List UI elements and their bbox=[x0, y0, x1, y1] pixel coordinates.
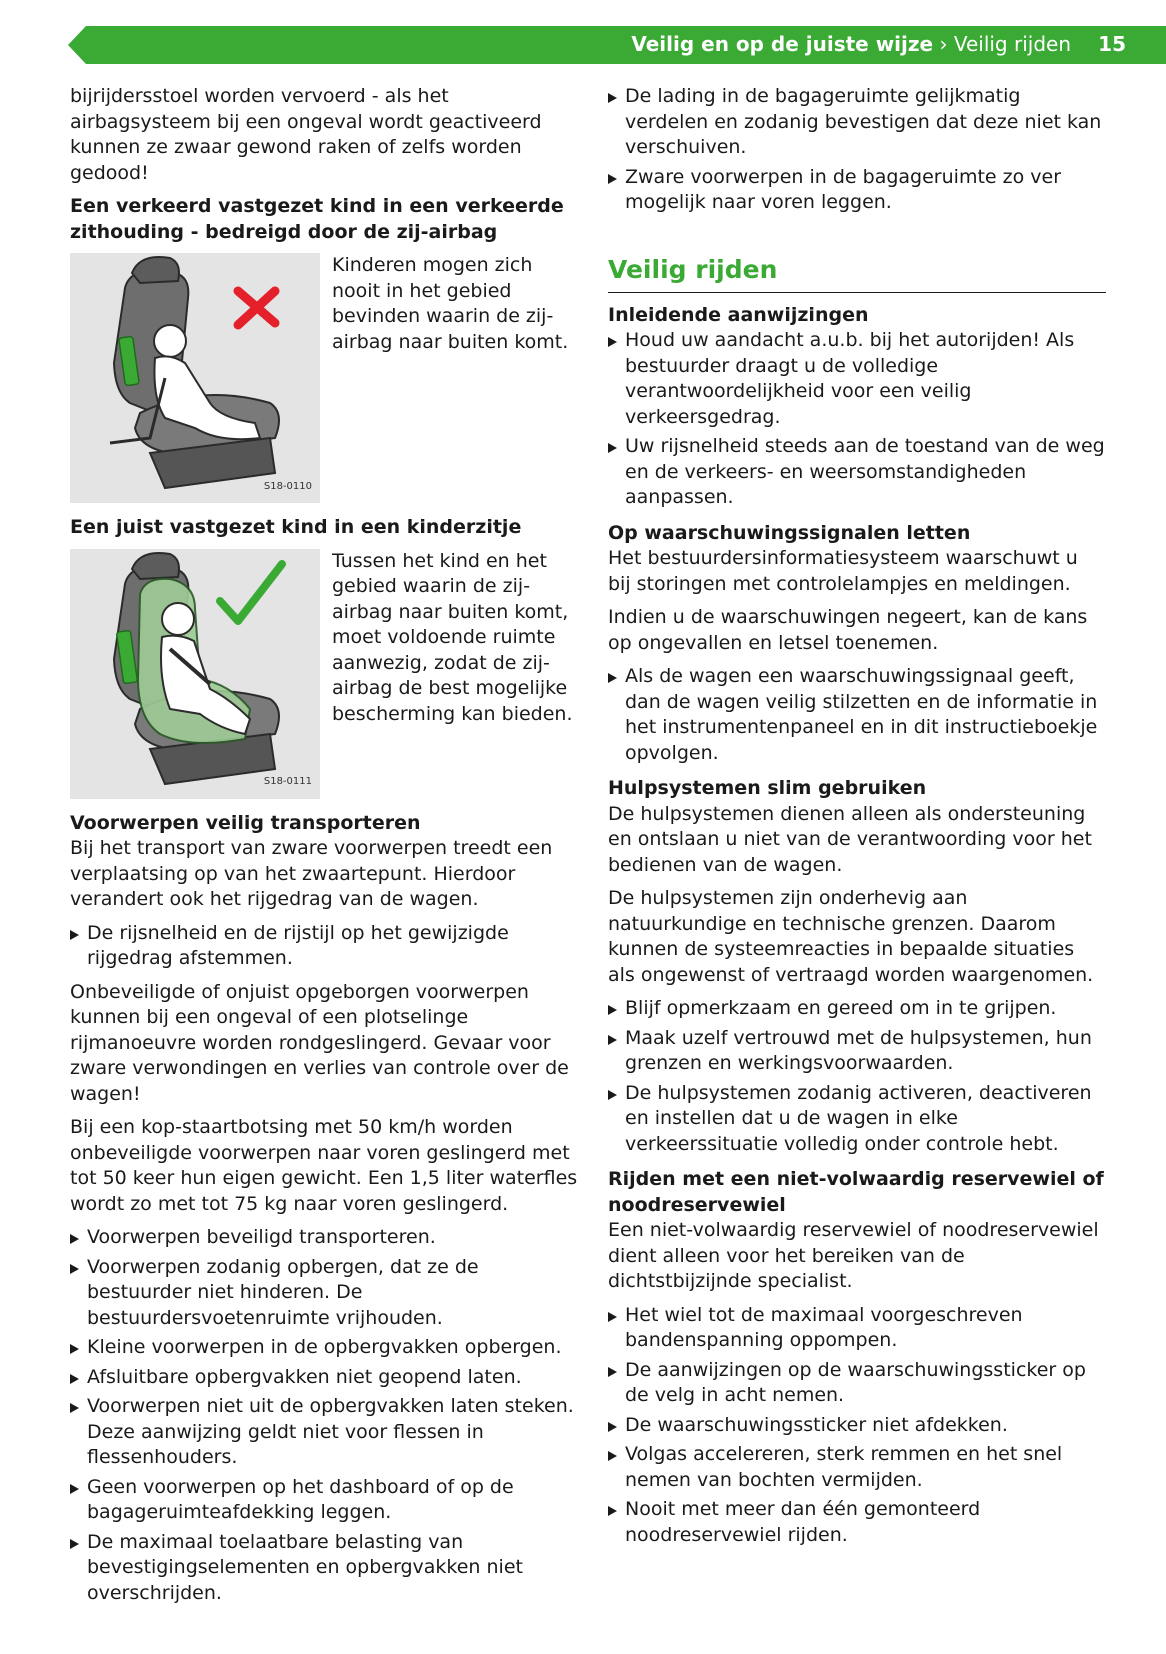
wrong-mark-icon bbox=[238, 291, 275, 325]
figure1 bbox=[70, 253, 578, 503]
figure1-caption: Kinderen mogen zich nooit in het gebied bevinden waarin de zij-airbag naar buiten komt. bbox=[332, 254, 569, 353]
bullet-triangle-icon bbox=[608, 1312, 617, 1322]
figure1-image bbox=[70, 253, 320, 503]
intro-notes-heading: Inleidende aanwijzingen bbox=[608, 303, 869, 326]
list-item: Voorwerpen beveiligd transporteren. bbox=[70, 1225, 578, 1251]
intro-paragraph: bijrijdersstoel worden vervoerd - als het airbagsysteem bij een ongeval wordt geactiveerd kunnen ze zwaar gewond raken of zelfs worden gedood! bbox=[70, 85, 542, 184]
breadcrumb-separator: › bbox=[939, 32, 948, 56]
list-item: De waarschuwingssticker niet afdekken. bbox=[608, 1413, 1106, 1439]
spare-wheel-heading: Rijden met een niet-volwaardig reservewiel of noodreservewiel bbox=[608, 1168, 1104, 1216]
list-item: Geen voorwerpen op het dashboard of op de bagageruimteafdekking leggen. bbox=[70, 1475, 578, 1526]
transport-paragraph-3: Bij een kop-staartbotsing met 50 km/h worden onbeveiligde voorwerpen naar voren geslingerd met tot 50 keer hun eigen gewicht. Een 1,5 liter waterfles wordt zo met tot 75 kg naar voren geslingerd. bbox=[70, 1116, 578, 1215]
bullet-triangle-icon bbox=[70, 1374, 79, 1384]
warnings-paragraph-2: Indien u de waarschuwingen negeert, kan de kans op ongevallen en letsel toenemen. bbox=[608, 606, 1088, 654]
figure2-heading: Een juist vastgezet kind in een kinderzitje bbox=[70, 516, 522, 538]
list-item: Kleine voorwerpen in de opbergvakken opbergen. bbox=[70, 1335, 578, 1361]
list-item: Houd uw aandacht a.u.b. bij het autorijden! Als bestuurder draagt u de volledige verantwoordelijkheid voor een veilig verkeersgedrag. bbox=[608, 328, 1106, 430]
transport-paragraph-2: Onbeveiligde of onjuist opgeborgen voorwerpen kunnen bij een ongeval of een plotselinge rijmanoeuvre worden rondgeslingerd. Gevaar voor zware verwondingen en verlies van controle over de wagen! bbox=[70, 980, 569, 1105]
bullet-triangle-icon bbox=[608, 1422, 617, 1432]
bullet-triangle-icon bbox=[70, 1264, 79, 1274]
warnings-list bbox=[608, 664, 1106, 766]
list-item: Voorwerpen zodanig opbergen, dat ze de bestuurder niet hinderen. De bestuurdersvoetenruimte vrijhouden. bbox=[70, 1255, 578, 1332]
bullet-triangle-icon bbox=[608, 1035, 617, 1045]
list-item: Blijf opmerkzaam en gereed om in te grijpen. bbox=[608, 996, 1106, 1022]
assist-paragraph-1: De hulpsystemen dienen alleen als ondersteuning en ontslaan u niet van de verantwoording voor het bedienen van de wagen. bbox=[608, 802, 1092, 876]
figure1-code: S18-0110 bbox=[263, 480, 312, 492]
chapter-header-bar bbox=[68, 26, 1166, 64]
figure2 bbox=[70, 549, 578, 799]
list-item: Nooit met meer dan één gemonteerd noodreservewiel rijden. bbox=[608, 1497, 1106, 1548]
list-item: Afsluitbare opbergvakken niet geopend laten. bbox=[70, 1365, 578, 1391]
assist-heading: Hulpsystemen slim gebruiken bbox=[608, 777, 927, 799]
list-item: Volgas accelereren, sterk remmen en het snel nemen van bochten vermijden. bbox=[608, 1442, 1106, 1493]
transport-list-1 bbox=[70, 921, 578, 972]
bullet-triangle-icon bbox=[608, 1090, 617, 1100]
cargo-list bbox=[608, 84, 1106, 216]
bullet-triangle-icon bbox=[608, 93, 617, 103]
breadcrumb-chapter: Veilig en op de juiste wijze bbox=[631, 32, 934, 56]
warnings-paragraph-1: Het bestuurdersinformatiesysteem waarschuwt u bij storingen met controlelampjes en meldingen. bbox=[608, 547, 1078, 595]
bullet-triangle-icon bbox=[608, 174, 617, 184]
bullet-triangle-icon bbox=[70, 1344, 79, 1354]
bullet-triangle-icon bbox=[70, 1484, 79, 1494]
list-item: Uw rijsnelheid steeds aan de toestand van de weg en de verkeers- en weersomstandigheden aanpassen. bbox=[608, 434, 1106, 511]
breadcrumb bbox=[631, 32, 1071, 56]
spare-wheel-paragraph: Een niet-volwaardig reservewiel of noodreservewiel dient alleen voor het bereiken van de dichtstbijzijnde specialist. bbox=[608, 1219, 1099, 1292]
spare-wheel-list bbox=[608, 1303, 1106, 1549]
intro-notes-list bbox=[608, 328, 1106, 511]
list-item: Het wiel tot de maximaal voorgeschreven bandenspanning oppompen. bbox=[608, 1303, 1106, 1354]
transport-paragraph-1: Bij het transport van zware voorwerpen treedt een verplaatsing op van het zwaartepunt. Hierdoor verandert ook het rijgedrag van de wagen. bbox=[70, 837, 553, 910]
list-item: Zware voorwerpen in de bagageruimte zo ver mogelijk naar voren leggen. bbox=[608, 165, 1106, 216]
figure2-image bbox=[70, 549, 320, 799]
right-column bbox=[608, 84, 1106, 1556]
seat-correct-illustration bbox=[70, 549, 320, 799]
correct-mark-icon bbox=[220, 564, 282, 621]
left-column bbox=[70, 84, 578, 1614]
bullet-triangle-icon bbox=[608, 1451, 617, 1461]
list-item: Als de wagen een waarschuwingssignaal geeft, dan de wagen veilig stilzetten en de informatie in het instrumentenpaneel en in dit instructieboekje opvolgen. bbox=[608, 664, 1106, 766]
list-item: De maximaal toelaatbare belasting van bevestigingselementen en opbergvakken niet overschrijden. bbox=[70, 1530, 578, 1607]
bullet-triangle-icon bbox=[608, 337, 617, 347]
figure1-heading: Een verkeerd vastgezet kind in een verkeerde zithouding - bedreigd door de zij-airbag bbox=[70, 195, 564, 243]
bullet-triangle-icon bbox=[608, 443, 617, 453]
assist-paragraph-2: De hulpsystemen zijn onderhevig aan natuurkundige en technische grenzen. Daarom kunnen de systeemreacties in bepaalde situaties als ongewenst of vertraagd worden waargenomen. bbox=[608, 887, 1094, 986]
bullet-triangle-icon bbox=[70, 1234, 79, 1244]
bullet-triangle-icon bbox=[608, 1506, 617, 1516]
list-item: Maak uzelf vertrouwd met de hulpsystemen, hun grenzen en werkingsvoorwaarden. bbox=[608, 1026, 1106, 1077]
bullet-triangle-icon bbox=[70, 1539, 79, 1549]
section-title: Veilig rijden bbox=[608, 254, 1106, 293]
figure2-code: S18-0111 bbox=[263, 776, 312, 787]
bullet-triangle-icon bbox=[70, 1403, 79, 1413]
bullet-triangle-icon bbox=[70, 930, 79, 940]
list-item: De hulpsystemen zodanig activeren, deactiveren en instellen dat u de wagen in elke verkeerssituatie volledig onder controle hebt. bbox=[608, 1081, 1106, 1158]
bullet-triangle-icon bbox=[608, 673, 617, 683]
seat-wrong-illustration bbox=[70, 253, 320, 503]
transport-heading: Voorwerpen veilig transporteren bbox=[70, 811, 421, 834]
assist-list bbox=[608, 996, 1106, 1157]
transport-list-2 bbox=[70, 1225, 578, 1606]
bullet-triangle-icon bbox=[608, 1005, 617, 1015]
list-item: Voorwerpen niet uit de opbergvakken laten steken. Deze aanwijzing geldt niet voor flessen in flessenhouders. bbox=[70, 1394, 578, 1471]
list-item: De lading in de bagageruimte gelijkmatig verdelen en zodanig bevestigen dat deze niet kan verschuiven. bbox=[608, 84, 1106, 161]
page-number: 15 bbox=[1098, 32, 1126, 56]
list-item: De aanwijzingen op de waarschuwingssticker op de velg in acht nemen. bbox=[608, 1358, 1106, 1409]
figure2-caption: Tussen het kind en het gebied waarin de zij-airbag naar buiten komt, moet voldoende ruimte aanwezig, zodat de zij-airbag de best mogelijke bescherming kan bieden. bbox=[332, 549, 573, 725]
warnings-heading: Op waarschuwingssignalen letten bbox=[608, 521, 971, 544]
bullet-triangle-icon bbox=[608, 1367, 617, 1377]
list-item: De rijsnelheid en de rijstijl op het gewijzigde rijgedrag afstemmen. bbox=[70, 921, 578, 972]
breadcrumb-section: Veilig rijden bbox=[953, 32, 1071, 56]
